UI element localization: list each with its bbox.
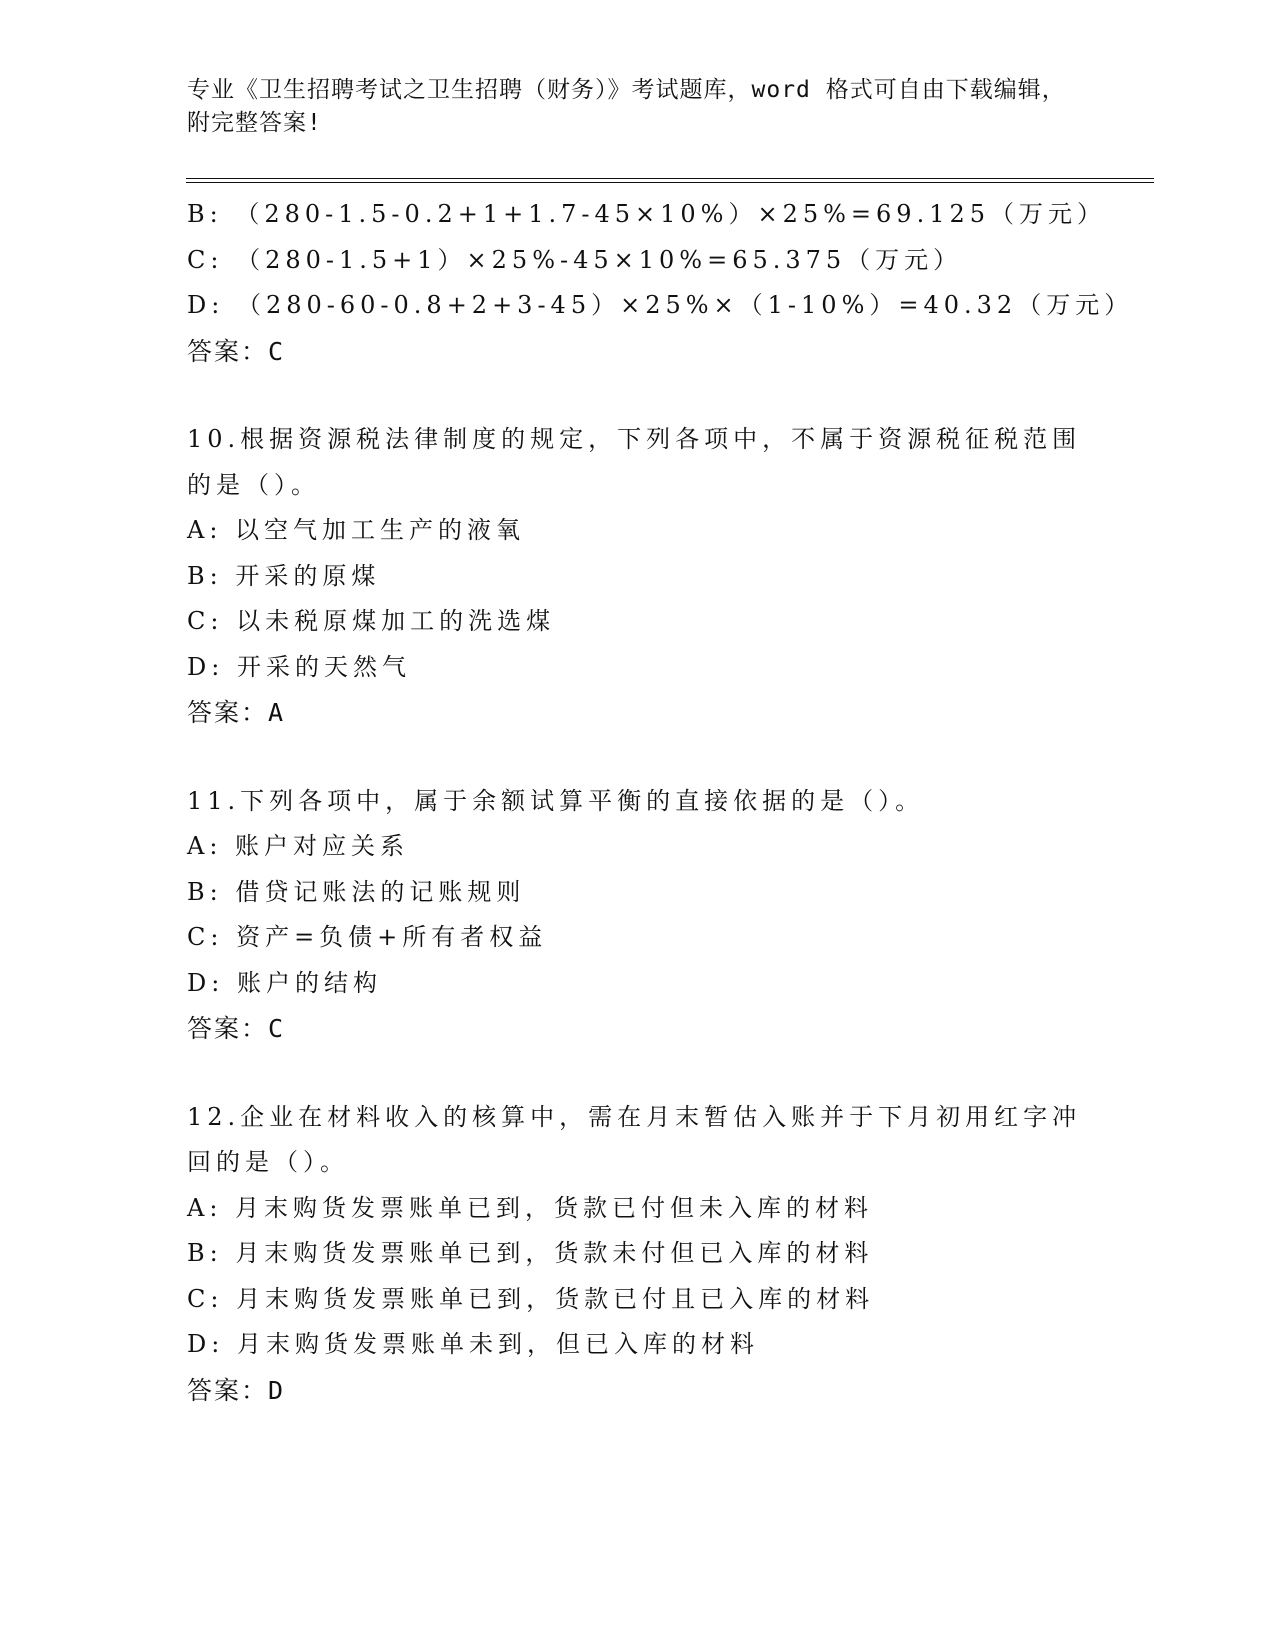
option-d: D: （280-60-0.8+2+3-45）×25%×（1-10%）=40.32（万元） (187, 291, 1134, 319)
option-a: A: 月末购货发票账单已到，货款已付但未入库的材料 (187, 1193, 874, 1222)
answer-label: 答案： (187, 1375, 269, 1405)
option-c: C: 月末购货发票账单已到，货款已付且已入库的材料 (187, 1284, 875, 1313)
header-divider-bottom (186, 182, 1154, 183)
document-header: 专业《卫生招聘考试之卫生招聘（财务）》考试题库，word 格式可自由下载编辑，附完整答案! (187, 77, 1066, 136)
question-9 (187, 192, 1134, 374)
answer-line (187, 1006, 1087, 1052)
question-text-line: 10.根据资源税法律制度的规定，下列各项中，不属于资源税征税范围 (187, 425, 1082, 453)
option-d: D: 账户的结构 (187, 968, 382, 997)
option-a: A: 账户对应关系 (187, 832, 410, 860)
answer-label: 答案： (187, 698, 269, 727)
question-text-line: 的是（）。 (187, 470, 320, 499)
header-divider-top (186, 178, 1154, 179)
question-text-line: 12.企业在材料收入的核算中，需在月末暂估入账并于下月初用红字冲 (187, 1102, 1082, 1131)
option-b: B: 月末购货发票账单已到，货款未付但已入库的材料 (187, 1239, 874, 1267)
option-a: A: 以空气加工生产的液氧 (187, 516, 526, 544)
option-c: C: 以未税原煤加工的洗选煤 (187, 607, 556, 635)
option-b: B: 开采的原煤 (187, 561, 381, 590)
option-d: D: 开采的天然气 (187, 652, 411, 681)
answer-label: 答案： (187, 336, 269, 366)
question-text-line: 11.下列各项中，属于余额试算平衡的直接依据的是（）。 (187, 786, 925, 815)
question-text-line: 回的是（）。 (187, 1148, 349, 1176)
option-c: C: （280-1.5+1）×25%-45×10%=65.375（万元） (187, 245, 963, 274)
question-list (187, 192, 1134, 1413)
question-11 (187, 779, 1087, 1052)
question-12 (187, 1095, 1087, 1414)
question-10 (187, 417, 1087, 736)
answer-value: A (268, 698, 286, 727)
answer-value: C (268, 1014, 286, 1043)
option-b: B: 借贷记账法的记账规则 (187, 877, 526, 906)
answer-line (187, 1368, 1087, 1414)
option-d: D: 月末购货发票账单未到，但已入库的材料 (187, 1330, 759, 1358)
answer-label: 答案： (187, 1014, 269, 1043)
option-b: B: （280-1.5-0.2+1+1.7-45×10%）×25%=69.125（万元） (187, 200, 1107, 228)
answer-value: D (268, 1375, 286, 1405)
option-c: C: 资产=负债+所有者权益 (187, 923, 548, 951)
answer-value: C (268, 336, 286, 366)
answer-line (187, 329, 1087, 375)
answer-line (187, 690, 1087, 736)
